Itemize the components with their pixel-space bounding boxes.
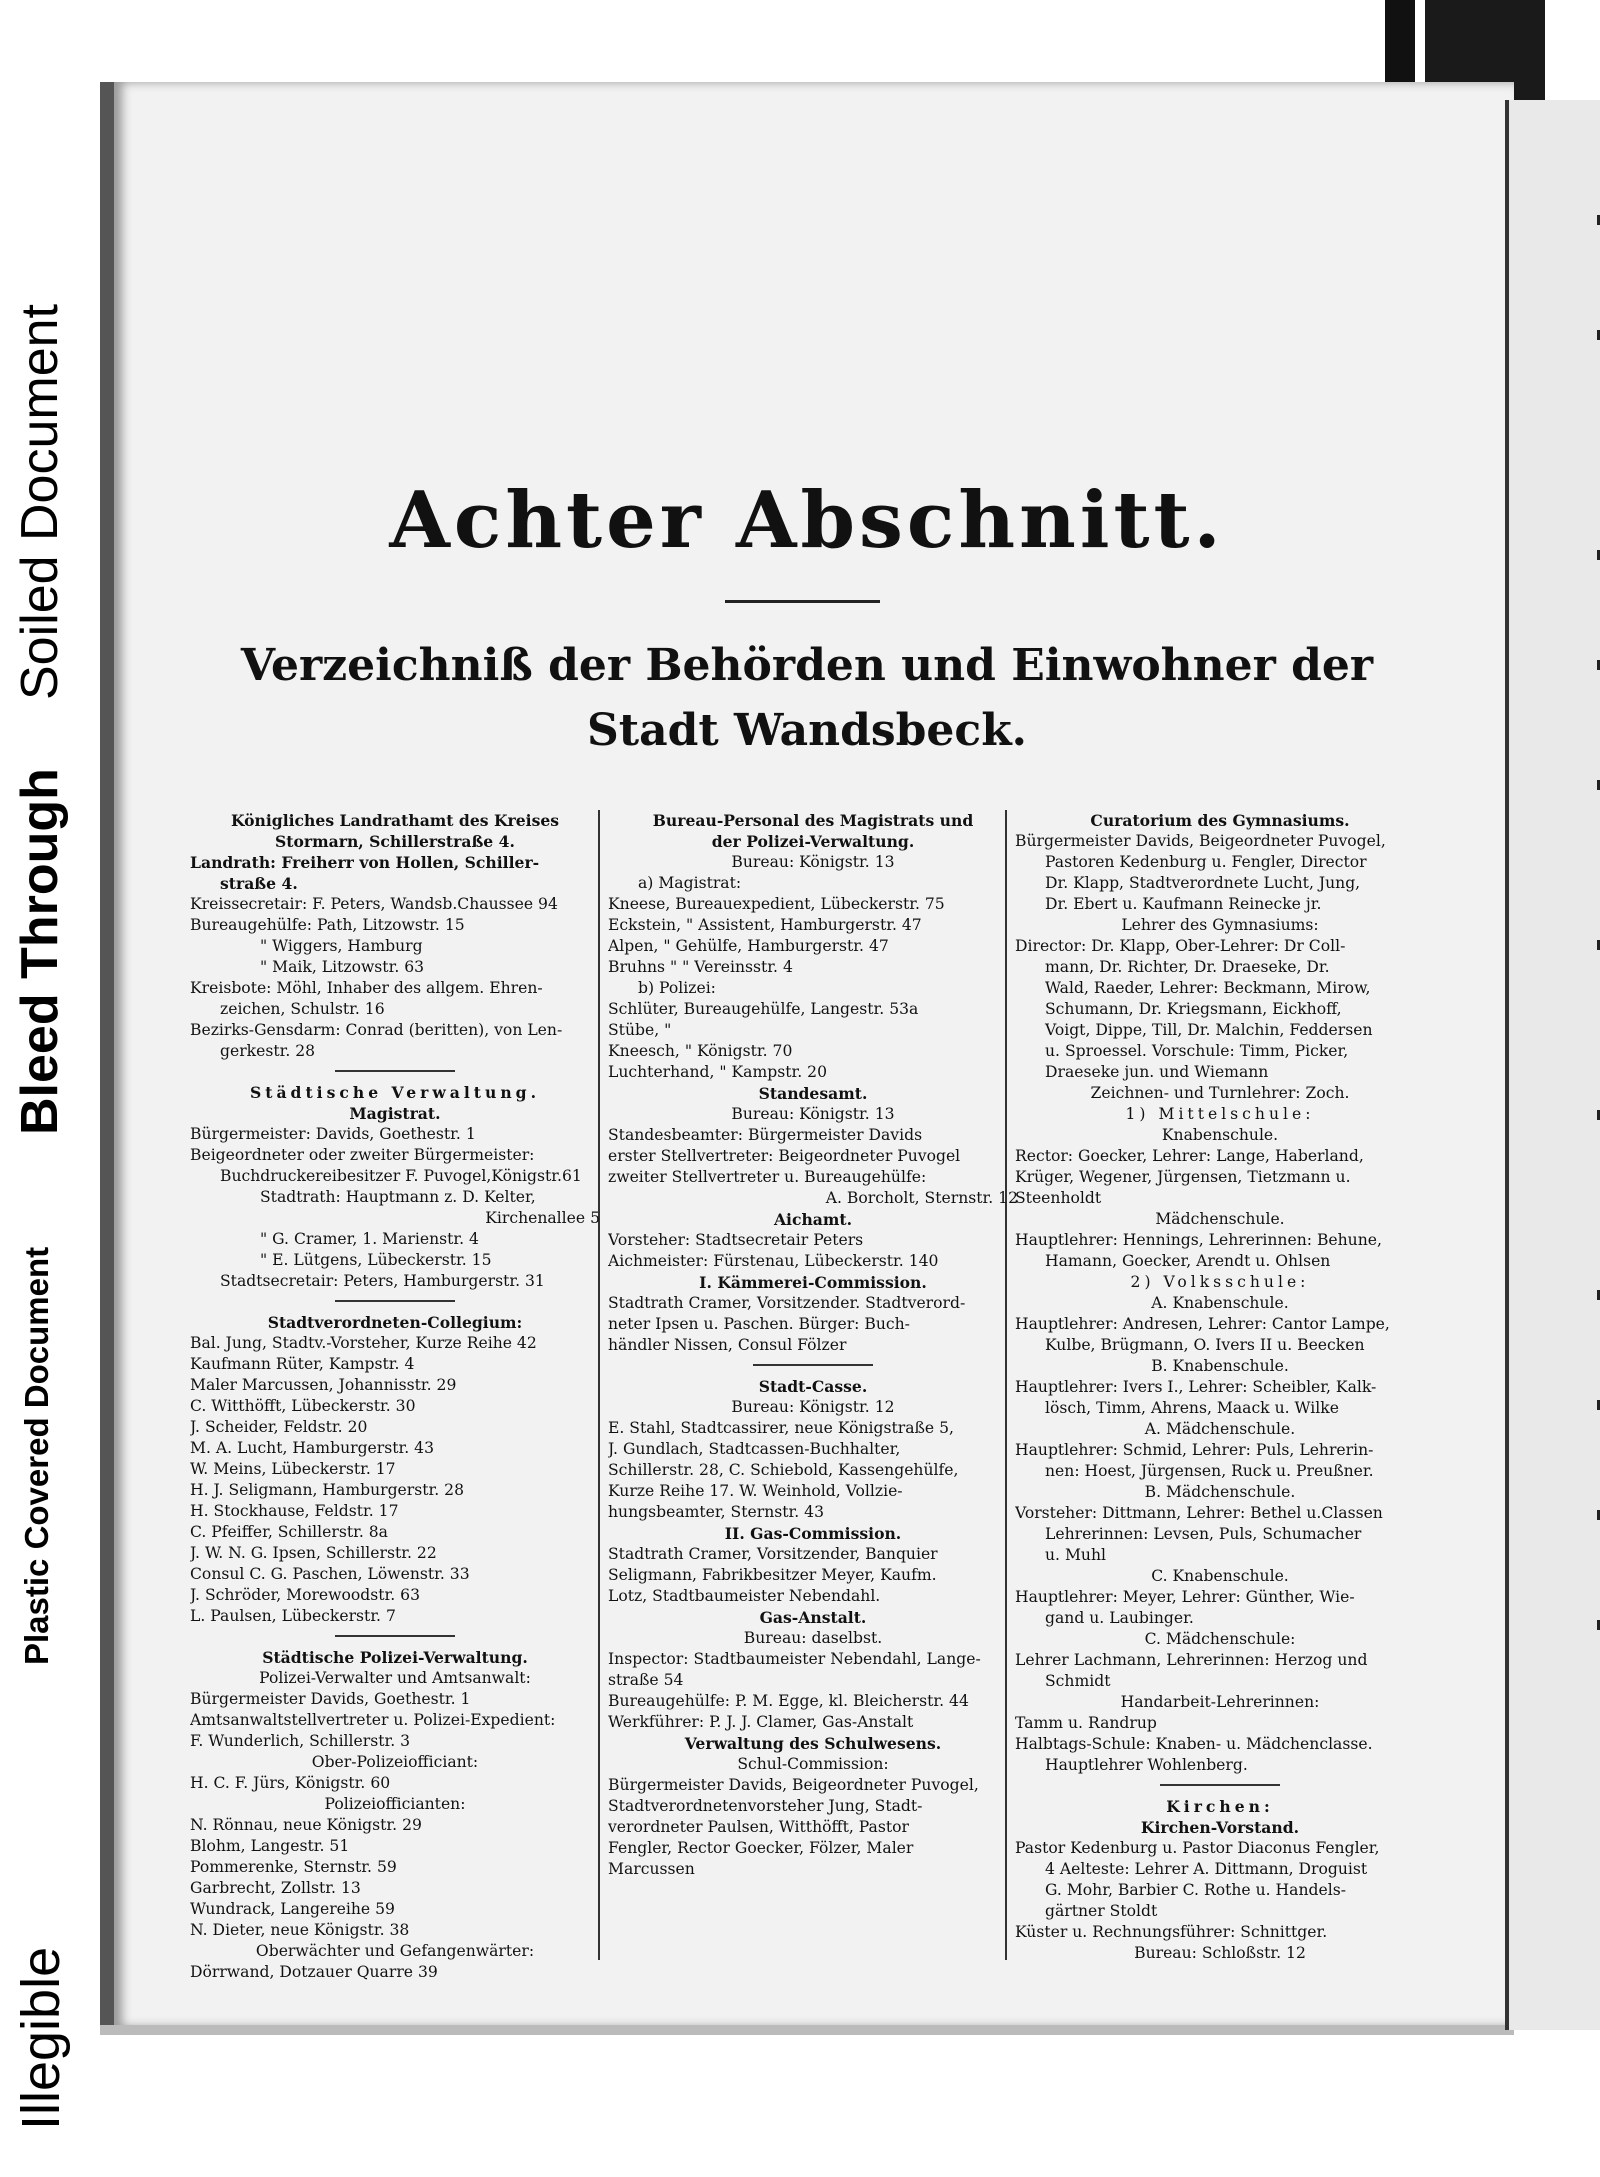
section-title: Achter Abschnitt. <box>389 475 1225 566</box>
text-line: lösch, Timm, Ahrens, Maack u. Wilke <box>1045 1399 1339 1417</box>
text-line: Bürgermeister: Davids, Goethestr. 1 <box>190 1125 476 1143</box>
text-line: Marcussen <box>608 1860 695 1878</box>
text-line: A. Borcholt, Sternstr. 12 <box>825 1189 1018 1207</box>
text-line: Standesbeamter: Bürgermeister Davids <box>608 1126 923 1144</box>
next-page-edge <box>1505 100 1600 2030</box>
text-line: A. Knabenschule. <box>1151 1294 1289 1312</box>
text-line: " Wiggers, Hamburg <box>260 937 423 955</box>
text-line: Tamm u. Randrup <box>1015 1714 1157 1732</box>
text-line: F. Wunderlich, Schillerstr. 3 <box>190 1732 411 1750</box>
text-line: Eckstein, " Assistent, Hamburgerstr. 47 <box>608 916 922 934</box>
text-line: Stadtverordnetenvorsteher Jung, Stadt- <box>608 1797 923 1815</box>
text-line: Bureau: daselbst. <box>743 1629 883 1647</box>
text-line: Bureau: Schloßstr. 12 <box>1134 1944 1306 1962</box>
text-line: Magistrat. <box>349 1104 441 1123</box>
text-line: Stadtsecretair: Peters, Hamburgerstr. 31 <box>220 1272 545 1290</box>
text-line: Schlüter, Bureaugehülfe, Langestr. 53a <box>608 1000 919 1018</box>
text-line: B. Mädchenschule. <box>1144 1483 1296 1501</box>
text-line: Wald, Raeder, Lehrer: Beckmann, Mirow, <box>1045 979 1371 997</box>
text-line: Blohm, Langestr. 51 <box>190 1837 350 1855</box>
text-line: Stormarn, Schillerstraße 4. <box>275 832 515 851</box>
text-line: a) Magistrat: <box>638 874 742 892</box>
text-line: Halbtags-Schule: Knaben- u. Mädchenclasse. <box>1015 1735 1373 1753</box>
text-line: Dr. Ebert u. Kaufmann Reinecke jr. <box>1045 895 1322 913</box>
text-line: Hauptlehrer: Schmid, Lehrer: Puls, Lehrerin- <box>1015 1441 1374 1459</box>
text-line: Bal. Jung, Stadtv.-Vorsteher, Kurze Reihe 42 <box>190 1334 537 1352</box>
text-line: Kreissecretair: F. Peters, Wandsb.Chaussee 94 <box>190 895 558 913</box>
label-illegible: Illegible <box>11 1946 71 2130</box>
title-rule <box>725 600 880 603</box>
text-line: Wundrack, Langereihe 59 <box>190 1900 395 1918</box>
side-labels <box>0 0 90 2177</box>
text-line: J. Scheider, Feldstr. 20 <box>190 1418 368 1436</box>
text-line: händler Nissen, Consul Fölzer <box>608 1336 847 1354</box>
text-line: Handarbeit-Lehrerinnen: <box>1120 1693 1320 1711</box>
text-line: L. Paulsen, Lübeckerstr. 7 <box>190 1607 396 1625</box>
text-line: Bruhns " " Vereinsstr. 4 <box>608 958 793 976</box>
text-line: J. Gundlach, Stadtcassen-Buchhalter, <box>608 1440 901 1458</box>
text-line: straße 54 <box>608 1671 684 1689</box>
text-line: H. Stockhause, Feldstr. 17 <box>190 1502 399 1520</box>
text-line: " G. Cramer, 1. Marienstr. 4 <box>260 1230 479 1248</box>
text-line: mann, Dr. Richter, Dr. Draeseke, Dr. <box>1045 958 1330 976</box>
text-line: Kirchenallee 5 <box>485 1209 600 1227</box>
text-line: A. Mädchenschule. <box>1144 1420 1296 1438</box>
text-line: Aichamt. <box>773 1210 853 1229</box>
section-rule <box>1160 1784 1280 1786</box>
text-line: erster Stellvertreter: Beigeordneter Puvogel <box>608 1147 961 1165</box>
text-line: W. Meins, Lübeckerstr. 17 <box>190 1460 396 1478</box>
text-line: H. C. F. Jürs, Königstr. 60 <box>190 1774 391 1792</box>
text-line: Stadtverordneten-Collegium: <box>267 1313 523 1332</box>
text-line: Schumann, Dr. Kriegsmann, Eickhoff, <box>1045 1000 1342 1018</box>
text-line: nen: Hoest, Jürgensen, Ruck u. Preußner. <box>1045 1462 1374 1480</box>
text-line: Polizei-Verwalter und Amtsanwalt: <box>259 1669 531 1687</box>
text-line: Stadt-Casse. <box>758 1377 868 1396</box>
text-line: Bureau-Personal des Magistrats und <box>652 811 974 830</box>
text-line: gand u. Laubinger. <box>1045 1609 1194 1627</box>
text-line: Pommerenke, Sternstr. 59 <box>190 1858 397 1876</box>
text-line: Kirchen: <box>1166 1797 1274 1816</box>
text-line: Lotz, Stadtbaumeister Nebendahl. <box>608 1587 881 1605</box>
text-line: Königliches Landrathamt des Kreises <box>230 811 560 830</box>
text-line: gärtner Stoldt <box>1045 1902 1158 1920</box>
section-rule <box>335 1635 455 1637</box>
text-line: Knabenschule. <box>1161 1126 1279 1144</box>
text-line: Inspector: Stadtbaumeister Nebendahl, Lange- <box>608 1650 981 1668</box>
text-line: Bureaugehülfe: Path, Litzowstr. 15 <box>190 916 465 934</box>
text-line: J. Schröder, Morewoodstr. 63 <box>190 1586 421 1604</box>
text-line: Polizeiofficianten: <box>324 1795 466 1813</box>
text-line: " Maik, Litzowstr. 63 <box>260 958 425 976</box>
text-line: Ober-Polizeiofficiant: <box>311 1753 479 1771</box>
text-line: Krüger, Wegener, Jürgensen, Tietzmann u. <box>1015 1168 1351 1186</box>
text-line: Schillerstr. 28, C. Schiebold, Kassengehülfe, <box>608 1461 959 1479</box>
text-line: Kurze Reihe 17. W. Weinhold, Vollzie- <box>608 1482 903 1500</box>
text-line: Kreisbote: Möhl, Inhaber des allgem. Ehren- <box>190 979 543 997</box>
text-line: Draeseke jun. und Wiemann <box>1045 1063 1269 1081</box>
text-line: Kaufmann Rüter, Kampstr. 4 <box>190 1355 415 1373</box>
text-line: Hamann, Goecker, Arendt u. Ohlsen <box>1045 1252 1331 1270</box>
text-line: " E. Lütgens, Lübeckerstr. 15 <box>260 1251 492 1269</box>
text-line: Bezirks-Gensdarm: Conrad (beritten), von Len- <box>190 1021 563 1039</box>
text-line: Hauptlehrer: Ivers I., Lehrer: Scheibler, Kalk- <box>1015 1378 1377 1396</box>
section-rule <box>335 1300 455 1302</box>
text-line: 4 Aelteste: Lehrer A. Dittmann, Droguist <box>1045 1860 1368 1878</box>
text-line: C. Witthöfft, Lübeckerstr. 30 <box>190 1397 416 1415</box>
column-left <box>190 810 600 1983</box>
text-line: Kulbe, Brügmann, O. Ivers II u. Beecken <box>1045 1336 1365 1354</box>
text-line: Oberwächter und Gefangenwärter: <box>255 1942 535 1960</box>
section-rule <box>335 1070 455 1072</box>
text-line: C. Mädchenschule: <box>1144 1630 1296 1648</box>
text-line: Curatorium des Gymnasiums. <box>1090 811 1350 830</box>
text-line: 1) Mittelschule: <box>1125 1105 1315 1123</box>
text-line: I. Kämmerei-Commission. <box>699 1273 927 1292</box>
text-line: E. Stahl, Stadtcassirer, neue Königstraße 5, <box>608 1419 954 1437</box>
text-line: Verwaltung des Schulwesens. <box>684 1734 942 1753</box>
text-line: u. Sproessel. Vorschule: Timm, Picker, <box>1045 1042 1349 1060</box>
text-line: b) Polizei: <box>638 979 716 997</box>
text-line: Pastoren Kedenburg u. Fengler, Director <box>1045 853 1367 871</box>
text-line: Kirchen-Vorstand. <box>1140 1818 1300 1837</box>
text-line: G. Mohr, Barbier C. Rothe u. Handels- <box>1045 1881 1346 1899</box>
column-middle <box>608 810 1018 1880</box>
text-line: u. Muhl <box>1045 1546 1106 1564</box>
column-right <box>1015 810 1425 1964</box>
text-line: straße 4. <box>220 874 298 893</box>
text-line: Bureau: Königstr. 13 <box>731 853 895 871</box>
page-bottom-shadow <box>100 2025 1514 2035</box>
text-line: Schmidt <box>1045 1672 1111 1690</box>
text-line: Rector: Goecker, Lehrer: Lange, Haberland, <box>1015 1147 1364 1165</box>
text-line: H. J. Seligmann, Hamburgerstr. 28 <box>190 1481 465 1499</box>
text-line: Buchdruckereibesitzer F. Puvogel,Königstr.61 <box>220 1167 582 1185</box>
text-line: Aichmeister: Fürstenau, Lübeckerstr. 140 <box>608 1252 939 1270</box>
text-line: Bureau: Königstr. 13 <box>731 1105 895 1123</box>
text-line: Luchterhand, " Kampstr. 20 <box>608 1063 828 1081</box>
section-subtitle-line1: Verzeichniß der Behörden und Einwohner der <box>240 640 1374 691</box>
text-line: Landrath: Freiherr von Hollen, Schiller- <box>190 853 540 872</box>
text-line: Director: Dr. Klapp, Ober-Lehrer: Dr Coll- <box>1015 937 1346 955</box>
text-line: Stadtrath Cramer, Vorsitzender, Banquier <box>608 1545 938 1563</box>
text-line: Lehrerinnen: Levsen, Puls, Schumacher <box>1045 1525 1362 1543</box>
text-line: Städtische Polizei-Verwaltung. <box>262 1648 528 1667</box>
text-line: C. Knabenschule. <box>1151 1567 1289 1585</box>
text-line: Steenholdt <box>1015 1189 1102 1207</box>
text-line: Werkführer: P. J. J. Clamer, Gas-Anstalt <box>608 1713 914 1731</box>
text-line: Kneese, Bureauexpedient, Lübeckerstr. 75 <box>608 895 945 913</box>
text-line: B. Knabenschule. <box>1151 1357 1289 1375</box>
text-line: N. Dieter, neue Königstr. 38 <box>190 1921 410 1939</box>
label-bleed-through: Bleed Through <box>11 768 69 1135</box>
text-line: Kneesch, " Königstr. 70 <box>608 1042 793 1060</box>
text-line: Lehrer des Gymnasiums: <box>1121 916 1319 934</box>
text-line: Hauptlehrer: Andresen, Lehrer: Cantor Lampe, <box>1015 1315 1390 1333</box>
text-line: Dörrwand, Dotzauer Quarre 39 <box>190 1963 438 1981</box>
text-line: Schul-Commission: <box>737 1755 889 1773</box>
text-line: Alpen, " Gehülfe, Hamburgerstr. 47 <box>608 937 889 955</box>
text-line: Hauptlehrer: Meyer, Lehrer: Günther, Wie- <box>1015 1588 1355 1606</box>
text-line: Vorsteher: Stadtsecretair Peters <box>608 1231 864 1249</box>
text-line: N. Rönnau, neue Königstr. 29 <box>190 1816 422 1834</box>
text-line: C. Pfeiffer, Schillerstr. 8a <box>190 1523 388 1541</box>
text-line: Amtsanwaltstellvertreter u. Polizei-Expedient: <box>190 1711 556 1729</box>
text-line: hungsbeamter, Sternstr. 43 <box>608 1503 824 1521</box>
text-line: der Polizei-Verwaltung. <box>711 832 915 851</box>
text-line: Garbrecht, Zollstr. 13 <box>190 1879 361 1897</box>
text-line: neter Ipsen u. Paschen. Bürger: Buch- <box>608 1315 910 1333</box>
text-line: Consul C. G. Paschen, Löwenstr. 33 <box>190 1565 470 1583</box>
text-line: M. A. Lucht, Hamburgerstr. 43 <box>190 1439 435 1457</box>
text-line: Küster u. Rechnungsführer: Schnittger. <box>1015 1923 1328 1941</box>
text-line: verordneter Paulsen, Witthöfft, Pastor <box>608 1818 909 1836</box>
text-line: Pastor Kedenburg u. Pastor Diaconus Fengler, <box>1015 1839 1380 1857</box>
label-soiled-document: Soiled Document <box>11 304 69 700</box>
text-line: Vorsteher: Dittmann, Lehrer: Bethel u.Classen <box>1015 1504 1383 1522</box>
text-line: J. W. N. G. Ipsen, Schillerstr. 22 <box>190 1544 437 1562</box>
text-line: Bürgermeister Davids, Beigeordneter Puvogel, <box>608 1776 979 1794</box>
text-line: Stadtrath: Hauptmann z. D. Kelter, <box>260 1188 536 1206</box>
text-line: gerkestr. 28 <box>220 1042 316 1060</box>
text-line: Bureaugehülfe: P. M. Egge, kl. Bleicherstr. 44 <box>608 1692 969 1710</box>
text-line: Hauptlehrer: Hennings, Lehrerinnen: Behune, <box>1015 1231 1382 1249</box>
text-line: II. Gas-Commission. <box>724 1524 902 1543</box>
text-line: Bürgermeister Davids, Goethestr. 1 <box>190 1690 471 1708</box>
text-line: Städtische Verwaltung. <box>249 1083 541 1102</box>
text-line: Hauptlehrer Wohlenberg. <box>1045 1756 1248 1774</box>
section-rule <box>753 1364 873 1366</box>
text-line: Standesamt. <box>758 1084 868 1103</box>
text-line: Mädchenschule. <box>1155 1210 1285 1228</box>
text-line: Voigt, Dippe, Till, Dr. Malchin, Feddersen <box>1045 1021 1373 1039</box>
text-line: Dr. Klapp, Stadtverordnete Lucht, Jung, <box>1045 874 1361 892</box>
text-line: Beigeordneter oder zweiter Bürgermeister: <box>190 1146 535 1164</box>
text-line: Lehrer Lachmann, Lehrerinnen: Herzog und <box>1015 1651 1368 1669</box>
text-line: Seligmann, Fabrikbesitzer Meyer, Kaufm. <box>608 1566 937 1584</box>
label-plastic-covered: Plastic Covered Document <box>18 1246 55 1665</box>
text-line: Maler Marcussen, Johannisstr. 29 <box>190 1376 457 1394</box>
text-line: Fengler, Rector Goecker, Fölzer, Maler <box>608 1839 914 1857</box>
text-line: zeichen, Schulstr. 16 <box>220 1000 385 1018</box>
text-line: Gas-Anstalt. <box>759 1608 867 1627</box>
text-line: Bürgermeister Davids, Beigeordneter Puvogel, <box>1015 832 1386 850</box>
section-subtitle-line2: Stadt Wandsbeck. <box>587 705 1027 756</box>
text-line: Stübe, " <box>608 1021 672 1039</box>
text-line: zweiter Stellvertreter u. Bureaugehülfe: <box>608 1168 927 1186</box>
text-line: Zeichnen- und Turnlehrer: Zoch. <box>1090 1084 1350 1102</box>
text-line: Stadtrath Cramer, Vorsitzender. Stadtverord- <box>608 1294 966 1312</box>
text-line: Bureau: Königstr. 12 <box>731 1398 895 1416</box>
text-line: 2) Volksschule: <box>1130 1273 1310 1291</box>
